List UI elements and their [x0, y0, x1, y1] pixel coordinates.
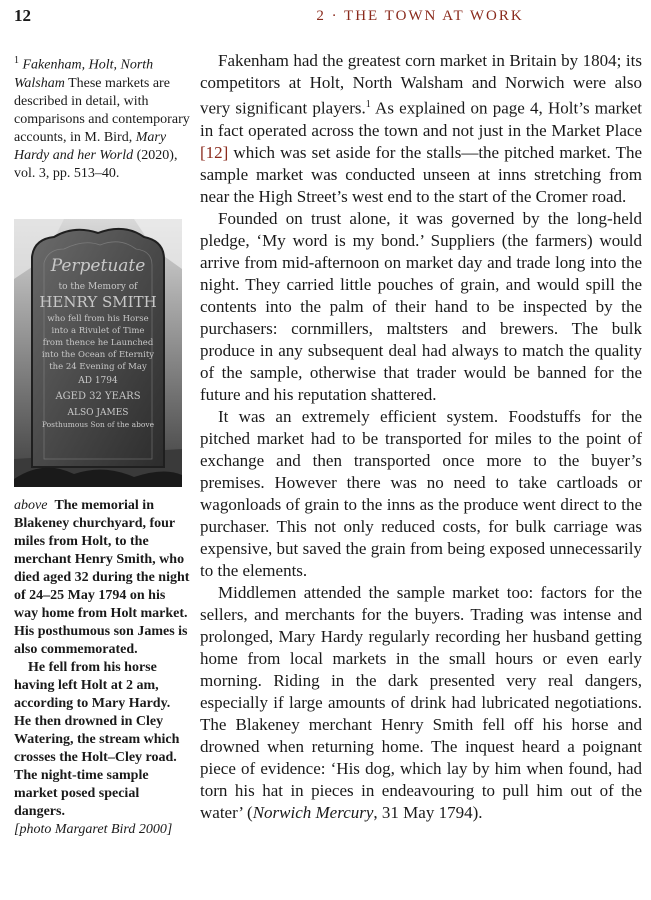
- footnote-title: Fakenham, Holt, North Walsham: [14, 57, 154, 91]
- svg-text:HENRY SMITH: HENRY SMITH: [39, 293, 157, 311]
- footnote-text-b: (2020), vol. 3, pp. 513–40.: [14, 147, 178, 181]
- svg-text:into a Rivulet of Time: into a Rivulet of Time: [51, 326, 145, 336]
- caption-text-2: He fell from his horse having left Holt at 2 am, according to Mary Hardy. He then drowned in Cley Watering, the stream which crosses the Holt–Cley road. The night-time sample market posed special dangers.: [14, 660, 180, 819]
- page-number: 12: [14, 6, 31, 25]
- paragraph-4: Middlemen attended the sample market too: factors for the sellers, and merchants for the buyers. Trading was intense and prolonged, Mary Hardy regularly recording her husband getting home from local markets in the small hours or even early morning. Riding in the dark presented very real dangers, especially if large amounts of drink had lubricated negotiations. The Blakeney merchant Henry Smith fell off his horse and drowned when returning home. The inquest heard a poignant piece of evidence: ‘His dog, which lay by him when found, had torn his hat in pieces in endeavouring to pull him out of the water’ (Norwich Mercury, 31 May 1794).: [200, 582, 642, 822]
- svg-text:AD 1794: AD 1794: [78, 376, 118, 386]
- photo-caption: [14, 497, 190, 839]
- svg-text:ALSO JAMES: ALSO JAMES: [67, 408, 129, 418]
- photo-credit: [photo Margaret Bird 2000]: [14, 822, 173, 837]
- svg-text:who fell from his Horse: who fell from his Horse: [47, 314, 149, 324]
- paragraph-1: Fakenham had the greatest corn market in Britain by 1804; its competitors at Holt, North Walsham and Norwich were also very significant players.$^1$ As explained on page 4, Holt’s market in fact operated across the town and not just in the Market Place [12] which was set aside for the stalls—the pitched market. The sample market was conducted unseen at inns stretching from near the High Street’s west end to the start of the Cromer road.: [200, 51, 642, 206]
- source-title: Norwich Mercury: [252, 802, 374, 822]
- running-head: 2 · THE TOWN AT WORK: [316, 8, 524, 24]
- svg-text:the 24 Evening of May: the 24 Evening of May: [49, 362, 147, 372]
- paragraph-2: Founded on trust alone, it was governed by the long-held pledge, ‘My word is my bond.’ Suppliers (the farmers) would arrive from mid-afternoon on market day and trade long into the night. They carried little pouches of grain, and would spill the contents into the palm of their hand to be inspected by the purchasers: cornmillers, maltsters and brewers. The bulk produce in any subsequent deal had always to match the quality of the sample, otherwise that trader would be banned for the future and his reputation shattered.: [200, 208, 642, 404]
- caption-lead: above: [14, 498, 48, 513]
- caption-text-1: The memorial in Blakeney churchyard, four miles from Holt, to the merchant Henry Smith, who died aged 32 during the night of 24–25 May 1794 on his way home from Holt market. His posthumous son James is also commemorated.: [14, 498, 190, 657]
- footnote-marker: 1: [365, 99, 371, 110]
- paragraph-3: It was an extremely efficient system. Foodstuffs for the pitched market had to be transported for miles to the point of exchange and then transported once more to the buyer’s premises. However there was no need to take cartloads or wagonloads of grain to the inns as the produce went direct to the purchaser. This not only reduced costs, for bulk carriage was expensive, but saved the grain from being exposed unnecessarily to the elements.: [200, 406, 642, 580]
- sidebar: [14, 52, 190, 183]
- footnote: [14, 52, 190, 183]
- footnote-book-title: Mary Hardy and her World: [14, 129, 167, 163]
- footnote-text-a: These markets are described in detail, with comparisons and contemporary accounts, in M. Bird,: [14, 75, 190, 145]
- svg-text:to the Memory of: to the Memory of: [58, 282, 138, 292]
- main-text: [200, 50, 642, 824]
- gravestone-photo: [14, 219, 182, 487]
- cross-reference: [12]: [200, 142, 229, 162]
- svg-text:from thence he Launched: from thence he Launched: [42, 338, 154, 348]
- svg-text:Perpetuate: Perpetuate: [50, 256, 146, 276]
- footnote-number: 1: [14, 55, 19, 66]
- svg-text:AGED 32 YEARS: AGED 32 YEARS: [55, 391, 141, 402]
- svg-text:Posthumous Son of the above: Posthumous Son of the above: [41, 420, 155, 429]
- svg-text:into the Ocean of Eternity: into the Ocean of Eternity: [41, 350, 155, 360]
